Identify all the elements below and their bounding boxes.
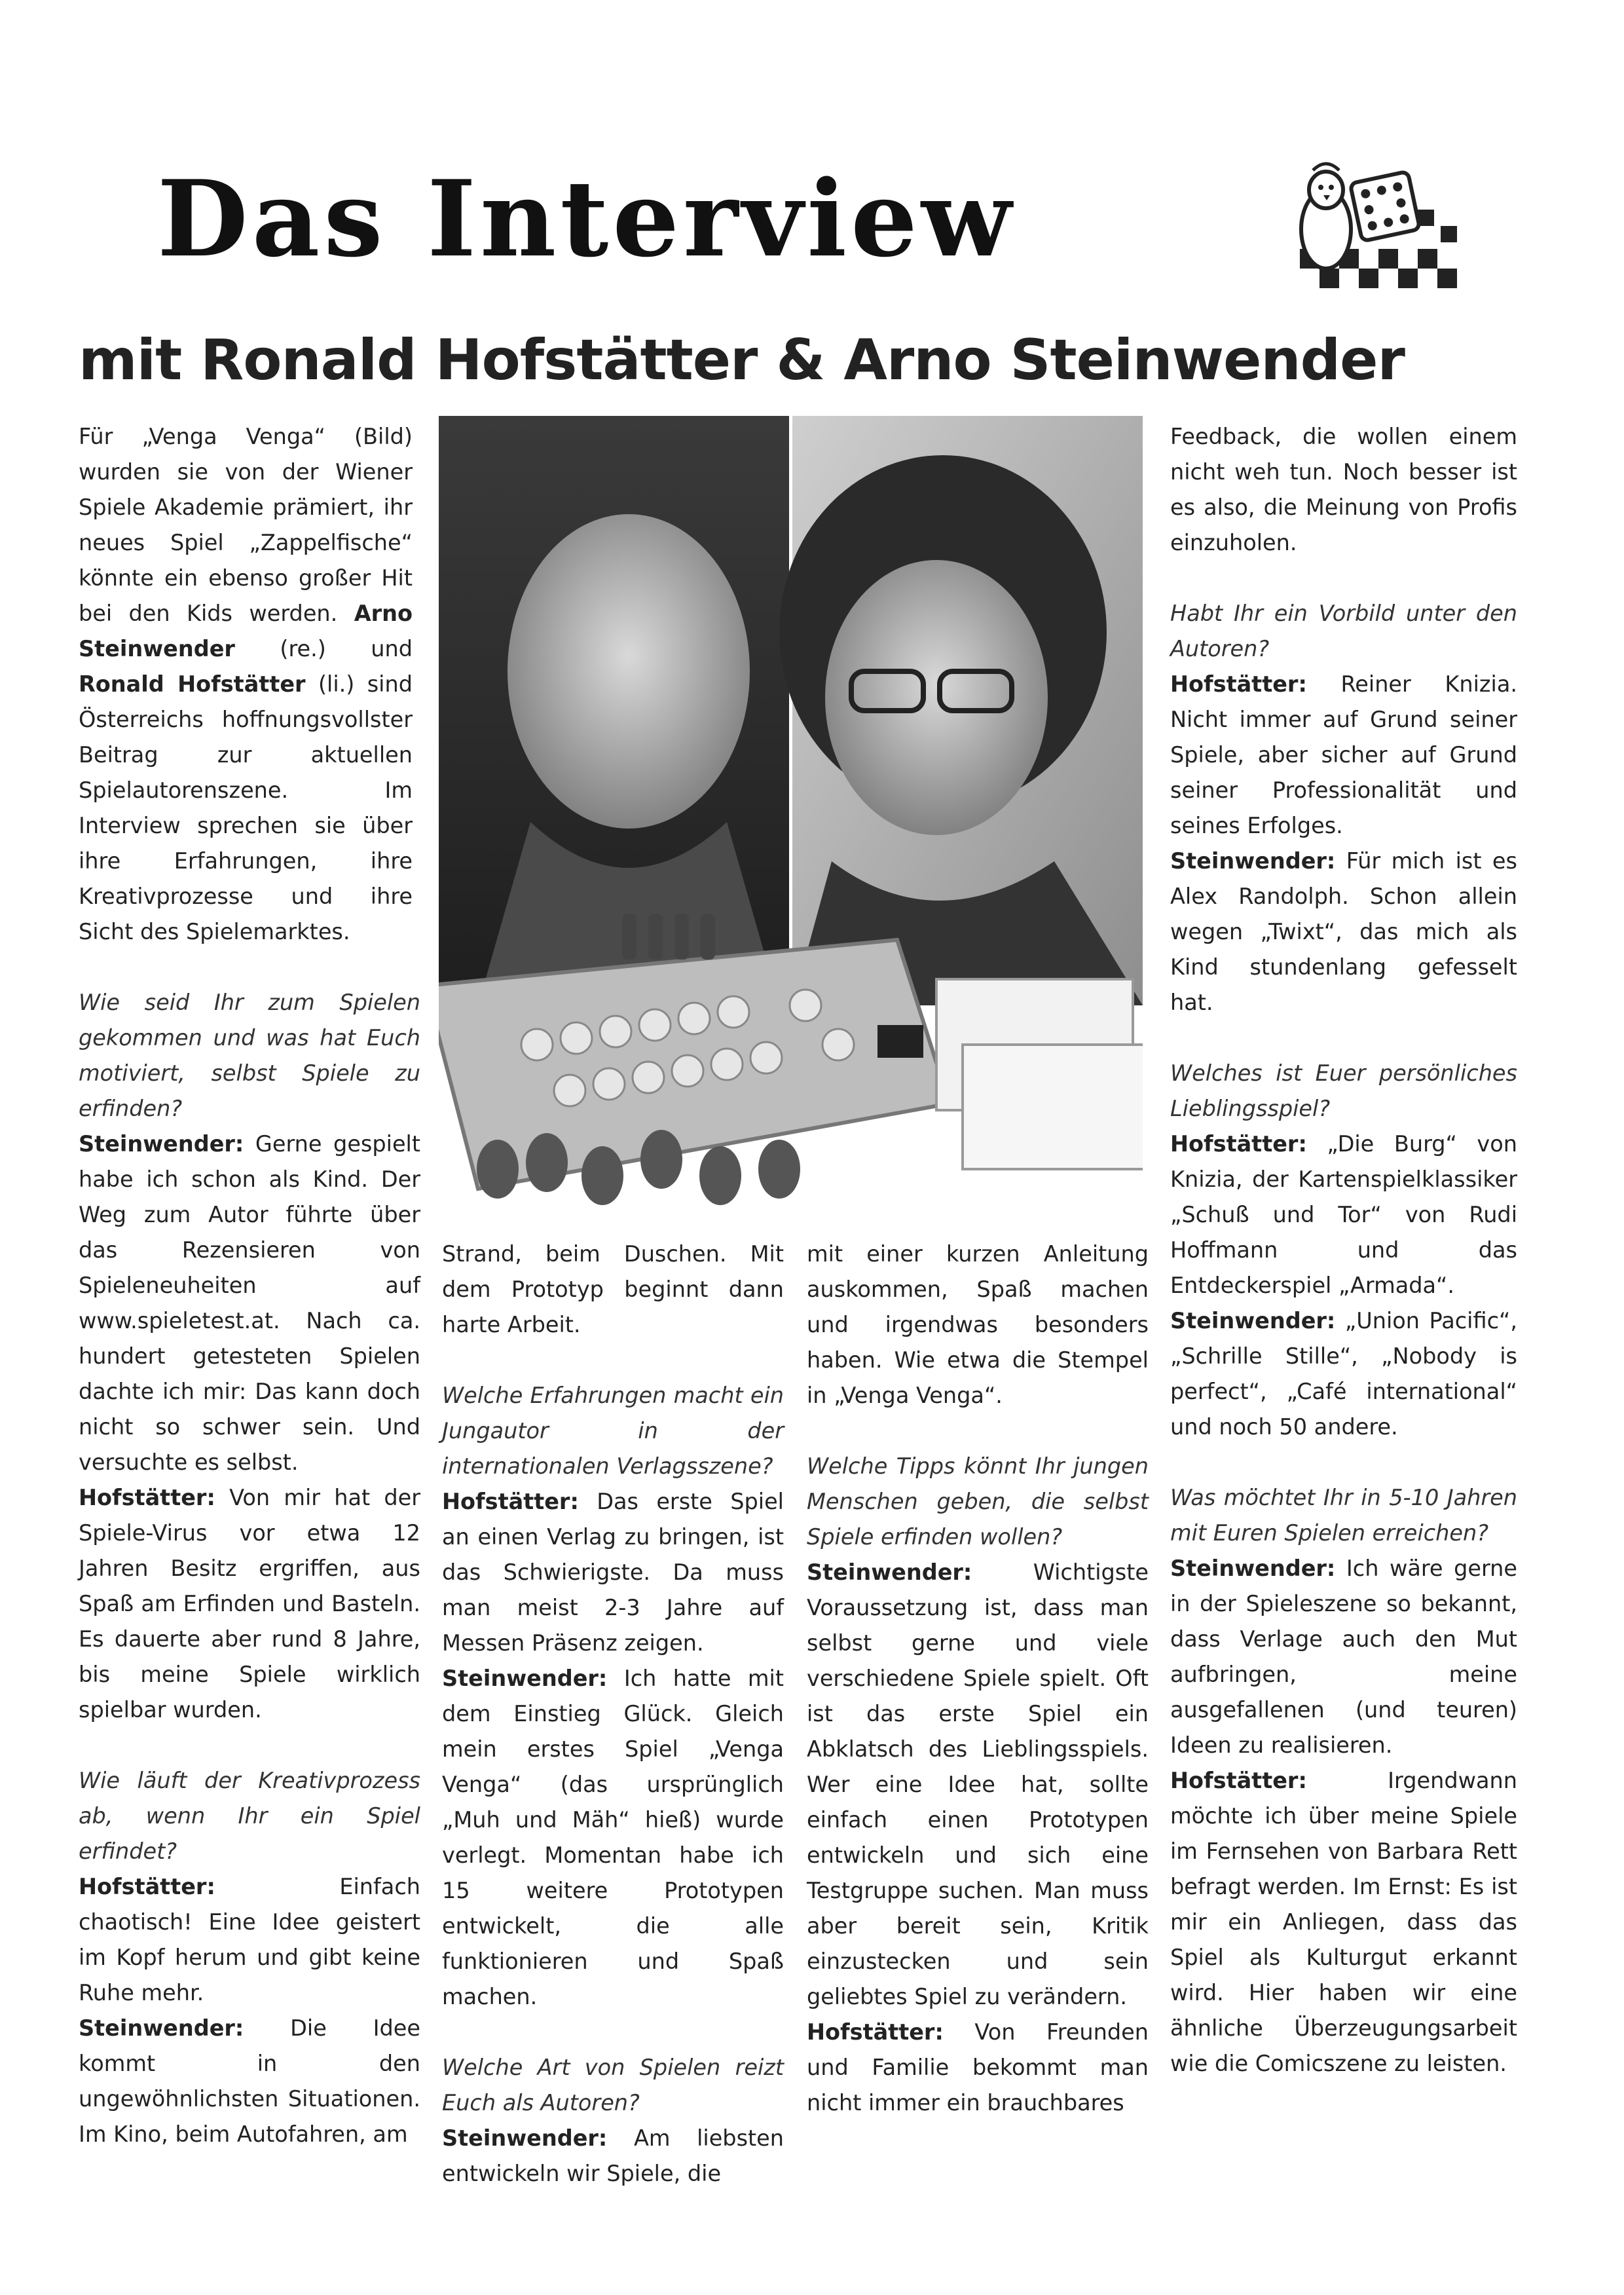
answer-7-steinwender: Steinwender: „Union Pacific“, „Schrille Stille“, „Nobody is perfect“, „Café international“ und noch 50 andere. [1170,1308,1518,1440]
answer-8-hofstaetter: Hofstätter: Irgendwann möchte ich über meine Spiele im Fernsehen von Barbara Rett befragt werden. Im Ernst: Es ist mir ein Anliegen, dass das Spiel als Kulturgut erkannt wird. Hier haben wir eine ähnliche Überzeugungsarbeit wie die Comicszene zu leisten. [1170,1768,1517,2076]
question-1: Wie seid Ihr zum Spielen gekommen und was hat Euch motiviert, selbst Spiele zu erfinden? [79,990,420,1121]
answer-6-steinwender: Steinwender: Für mich ist es Alex Randolph. Schon allein wegen „Twixt“, das mich als Kind stundenlang gefesselt hat. [1170,848,1517,1015]
answer-2-hofstaetter: Hofstätter: Einfach chaotisch! Eine Idee geistert im Kopf herum und gibt keine Ruhe mehr. [79,1874,420,2006]
answer-1-hofstaetter: Hofstätter: Von mir hat der Spiele-Virus vor etwa 12 Jahren Besitz ergriffen, aus Spaß am Erfinden und Basteln. Es dauerte aber rund 8 Jahre, bis meine Spiele wirklich spielbar wurden. [79,1485,421,1723]
answer-7-hofstaetter: Hofstätter: „Die Burg“ von Knizia, der Kartenspielklassiker „Schuß und Tor“ von Rudi Hoffmann und das Entdeckerspiel „Armada“. [1170,1131,1517,1298]
penguin-with-dice-icon [1287,151,1470,301]
question-2: Wie läuft der Kreativprozess ab, wenn Ihr ein Spiel erfindet? [79,1768,420,1864]
answer-6-hofstaetter: Hofstätter: Reiner Knizia. Nicht immer auf Grund seiner Spiele, aber sicher auf Grund seiner Professionalität und seines Erfolges. [1170,671,1518,838]
answer-3-hofstaetter: Hofstätter: Das erste Spiel an einen Verlag zu bringen, ist das Schwierigste. Da muss man meist 2-3 Jahre auf Messen Präsenz zeigen. [442,1489,784,1656]
answer-8-steinwender: Steinwender: Ich wäre gerne in der Spieleszene so bekannt, dass Verlage auch den Mut aufbringen, meine ausgefallenen (und teuren) Ideen zu realisieren. [1170,1556,1517,1758]
column-2 [442,1237,784,2192]
name-ronald: Ronald Hofstätter [79,671,306,697]
question-3: Welche Erfahrungen macht ein Jungautor in der internationalen Verlagsszene? [442,1383,784,1479]
question-8: Was möchtet Ihr in 5-10 Jahren mit Euren Spielen erreichen? [1170,1485,1517,1546]
question-6: Habt Ihr ein Vorbild unter den Autoren? [1170,601,1517,662]
answer-4-steinwender-continued: mit einer kurzen Anleitung auskommen, Spaß machen und irgendwas besonders haben. Wie etwa die Stempel in „Venga Venga“. [807,1241,1149,1408]
name-arno: Arno Steinwender [79,601,413,662]
article-subtitle: mit Ronald Hofstätter & Arno Steinwender [79,327,1405,393]
answer-2-steinwender-continued: Strand, beim Duschen. Mit dem Prototyp beginnt dann harte Arbeit. [442,1241,784,1337]
answer-4-steinwender: Steinwender: Am liebsten entwickeln wir Spiele, die [442,2125,784,2186]
answer-5-steinwender: Steinwender: Wichtigste Voraussetzung ist, dass man selbst gerne und viele verschiedene Spiele spielt. Oft ist das erste Spiel ein Abklatsch des Lieblingsspiels. Wer eine Idee hat, sollte einfach einen Prototypen entwickeln und sich eine Testgruppe suchen. Man muss aber bereit sein, Kritik einzustecken und sein geliebtes Spiel zu verändern. [807,1559,1149,2009]
question-5: Welche Tipps könnt Ihr jungen Menschen geben, die selbst Spiele erfinden wollen? [807,1453,1149,1550]
answer-1-steinwender: Steinwender: Gerne gespielt habe ich schon als Kind. Der Weg zum Autor führte über das Rezensieren von Spieleneuheiten auf www.spieletest.at. Nach ca. hundert getesteten Spielen dachte ich mir: Das kann doch nicht so schwer sein. Und versuchte es selbst. [79,1131,421,1475]
answer-5-hofstaetter-continued: Feedback, die wollen einem nicht weh tun. Noch besser ist es also, die Meinung von Profis einzuholen. [1170,424,1517,555]
answer-5-hofstaetter: Hofstätter: Von Freunden und Familie bekommt man nicht immer ein brauchbares [807,2019,1149,2116]
column-4 [1170,419,1517,2081]
question-7: Welches ist Euer persönliches Lieblingsspiel? [1170,1060,1517,1121]
column-3 [807,1237,1149,2121]
photo-authors-with-board-game [439,416,1143,1235]
question-4: Welche Art von Spielen reizt Euch als Autoren? [442,2055,784,2116]
column-1 [79,419,420,2152]
magazine-section-title: Das Interview [157,157,1016,280]
answer-2-steinwender: Steinwender: Die Idee kommt in den ungewöhnlichsten Situationen. Im Kino, beim Autofahren, am [79,2015,421,2147]
intro-paragraph: Für „Venga Venga“ (Bild) wurden sie von der Wiener Spiele Akademie prämiert, ihr neues Spiel „Zappelfische“ könnte ein ebenso großer Hit bei den Kids werden. Arno Steinwender (re.) und Ronald Hofstätter (li.) sind Österreichs hoffnungsvollster Beitrag zur aktuellen Spielautorenszene. Im Interview sprechen sie über ihre Erfahrungen, ihre Kreativprozesse und ihre Sicht des Spielemarktes. [79,424,413,944]
answer-3-steinwender: Steinwender: Ich hatte mit dem Einstieg Glück. Gleich mein erstes Spiel „Venga Venga“ (das ursprünglich „Muh und Mäh“ hieß) wurde verlegt. Momentan habe ich 15 weitere Prototypen entwickelt, die alle funktionieren und Spaß machen. [442,1666,784,2009]
